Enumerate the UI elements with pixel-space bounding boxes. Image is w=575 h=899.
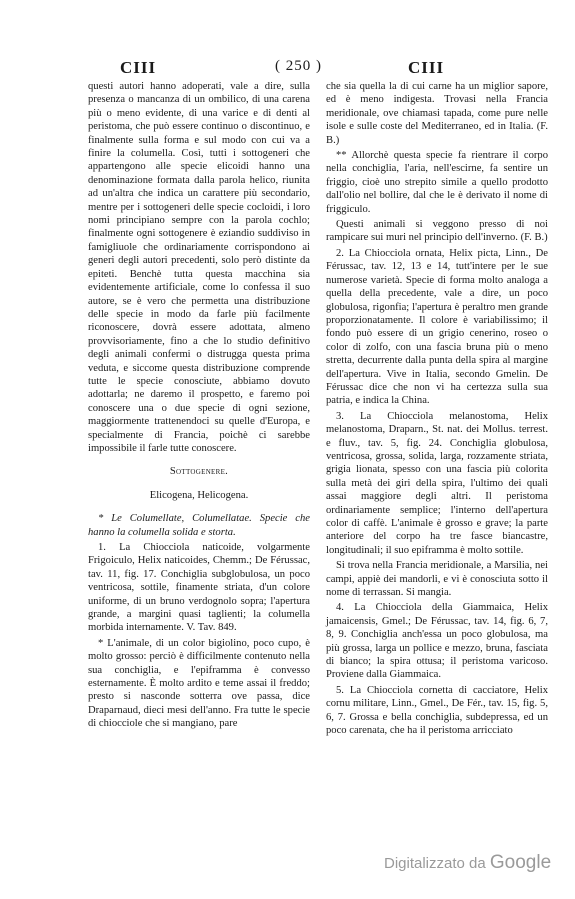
right-column <box>326 80 548 740</box>
watermark-text: Digitalizzato da <box>384 855 486 872</box>
group-heading: * Le Columellate, Columellatae. Specie che hanno la columella solida e storta. <box>88 513 310 538</box>
species-entry: 5. La Chiocciola cornetta di cacciatore, Helix cornu militare, Linn., Gmel., De Fér., tav. 15, fig. 5, 6, 7. Grossa e bella conchiglia, subdepressa, ed un poco carenata, che ha il peristoma arricciato <box>326 684 548 737</box>
header-right-signature: CIII <box>408 58 445 77</box>
species-entry: 3. La Chiocciola melanostoma, Helix melanostoma, Draparn., St. nat. dei Mollus. terrest. e fluv., tav. 5, fig. 24. Conchiglia globulosa, ventricosa, grossa, solida, larga, rozzamente striata, grigia lionata, spesso con una fascia più colorita sulla metà dei giri della spira, l'ultimo dei quali assai maggiore degli altri. Il peristoma ordinariamente semplice; l'interno dell'apertura color di caffè. L'animale è grosso e grave; la parte anteriore del corpo ha tre fasce biancastre, longitudinali; il suo epiframma è molto sottile. <box>326 410 548 556</box>
paragraph: ** Allorchè questa specie fa rientrare il corpo nella conchiglia, l'aria, nell'escirne, fa sentire un friggio, cioè uno strepito simile a quello prodotto dall'olio nel bollire, dal che le è derivato il nome di friggiculo. <box>326 150 548 215</box>
google-wordmark: Google <box>489 852 552 873</box>
species-entry: 4. La Chiocciola della Giammaica, Helix jamaicensis, Gmel.; De Férussac, tav. 14, fig. 6, 7, 8, 9. Conchiglia anch'essa un poco globulosa, ma più grossa, larga un pollice e mezzo, bruna, fasciata di bianco; la spira ottusa; il peristoma varicoso. Proviene dalla Giammaica. <box>326 602 548 681</box>
species-entry: 2. La Chiocciola ornata, Helix picta, Linn., De Férussac, tav. 12, 13 e 14, tutt'intere per le sue numerose varietà. Specie di forma molto analoga a quella della precedente, vale a dire, un poco globulosa, rigonfia; l'apertura è peraltro men grande proporzionatamente. Il colore è variabilissimo; il fondo può essere di un grigio cenerino, roseo o color di zolfo, con una fascia bruna più o meno stretta, decurrente dalla punta della spira al margine dell'apertura. Vive in Italia, secondo Gmelin. De Férussac dice che non vi ha certezza sulla sua patria, e indica la China. <box>326 247 548 407</box>
subgenus-title: Elicogena, Helicogena. <box>149 489 249 501</box>
header-left-signature: CIII <box>120 58 157 77</box>
paragraph: * L'animale, di un color bigiolino, poco cupo, è molto grosso: perciò è difficilmente contenuto nella sua conchiglia, e l'epiframma è convesso esternamente. È molto ardito e teme assai il freddo; presto si nasconde sotterra ove passa, dice Draparnaud, dieci mesi dell'anno. Fra tutte le specie di chiocciole che si mangiano, pare <box>88 637 310 730</box>
species-entry: 1. La Chiocciola naticoide, volgarmente Frigoiculo, Helix naticoides, Chemm.; De Férussac, tav. 11, fig. 17. Conchiglia subglobulosa, un poco ventricosa, sottile, finamente striata, d'un colore uniforme, di un bruno verdognolo sopra; l'apertura grande, a margini quasi taglienti; la columella morbida internamente. V. Tav. 849. <box>88 542 310 634</box>
digitization-watermark <box>384 852 551 874</box>
paragraph: Si trova nella Francia meridionale, a Marsilia, nei campi, appiè dei mandorli, e vi è conosciuta sotto il nome di terrassan. Si mangia. <box>326 560 548 599</box>
left-column <box>88 80 310 733</box>
section-heading: Sottogenere. <box>169 466 229 478</box>
paragraph: Questi animali si veggono presso di noi rampicare sui muri nel principio dell'inverno. (F. B.) <box>326 219 548 244</box>
paragraph: questi autori hanno adoperati, vale a dire, sulla presenza o mancanza di un ombilico, di una carena più o meno evidente, di una varice e di denti al peristoma, che può essere continuo o discontinuo, e finalmente sulla forma e sul modo con cui va a finire la columella. Così, tutti i sottogeneri che appartengono alle specie elicoidi hanno una denominazione formata dalla parola helico, riunita ad un'altra che indica un carattere più secondario, mentre per i sottogeneri delle specie cocloidi, i loro nomi principiano sempre con la parola cochlo; finalmente ogni sottogenere è eziandio suddiviso in famigliuole che ordinariamente corrispondono ai generi degli autori precedenti, solo però distinte da epiteti. Benchè tutta questa macchina sia evidentemente artificiale, come lo confessa il suo autore, se è vero che permetta una distribuzione delle specie in modo da farle più facilmente riconoscere, dovrà essere adottata, almeno provvisoriamente, fino a che lo studio definitivo degli animali confermi o distrugga questa prima veduta, e siccome questa distribuzione comprende tutte le specie conosciute, abbiamo dovuto adottarla; ne daremo il prospetto, e faremo poi conoscere una o due specie di ogni sezione, maggiormente trattenendoci su quelle d'Europa, e specialmente di Francia, poichè ci sarebbe impossibile il farle tutte conoscere. <box>88 81 310 454</box>
paragraph: che sia quella la di cui carne ha un miglior sapore, ed è meno indigesta. Trovasi nella Francia meridionale, ove chiamasi tapada, come pure nelle isole e sulle coste del Mediterraneo, ed in Italia. (F. B.) <box>326 81 548 146</box>
page-number: ( 250 ) <box>275 58 322 74</box>
